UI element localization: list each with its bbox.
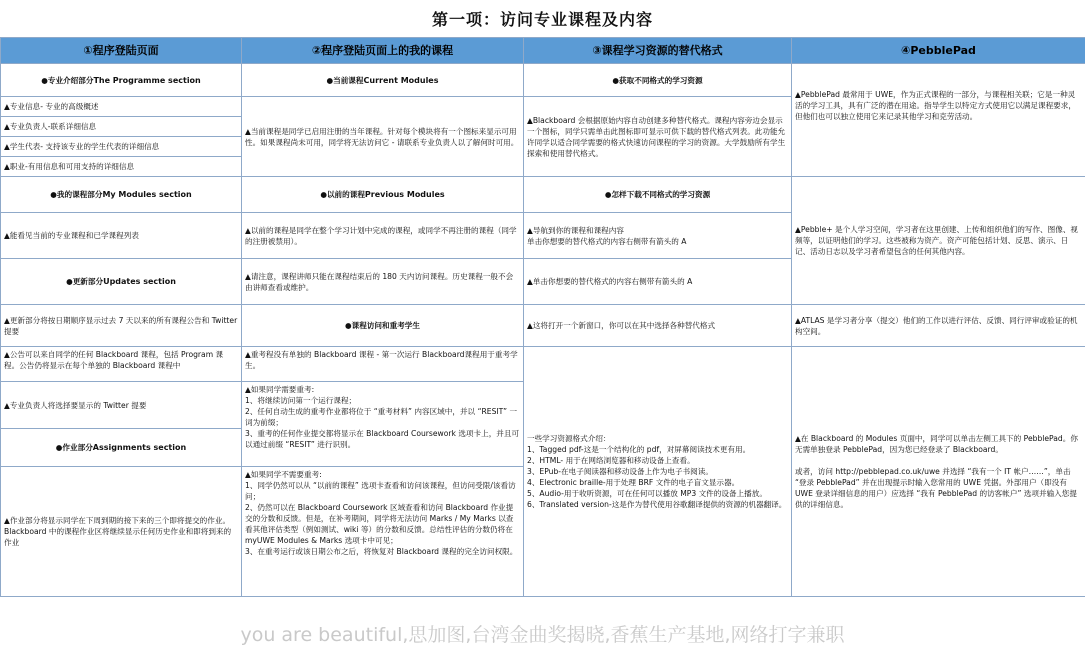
resit-required-text: ▲如果同学需要重考: 1、将继续访问第一个运行课程； 2、任何自动生成的重考作业都将位于 “重考材料” 内容区域中，并以 “RESIT” 一词为前缀； 3、重考的任何作业提交都将显示在 Blackboard Coursework 选项卡上，并且可以通过前缀 “RESIT” 进行识别。 <box>242 382 524 467</box>
atlas-text: ▲ATLAS 是学习者分享（提交）他们的工作以进行评估、反馈、同行评审或验证的机构空间。 <box>792 305 1085 347</box>
download-formats-heading: ●怎样下载不同格式的学习资源 <box>524 177 792 213</box>
page-title: 第一项：访问专业课程及内容 <box>431 9 653 29</box>
student-rep-item: ▲学生代表- 支持该专业的学生代表的详细信息 <box>1 137 242 157</box>
programme-leader-item: ▲专业负责人-联系详细信息 <box>1 117 242 137</box>
previous-modules-heading: ●以前的课程Previous Modules <box>242 177 524 213</box>
pebblepad-access-text: ▲在 Blackboard 的 Modules 页面中，同学可以单击左侧工具下的 PebblePad。你无需单独登录 PebblePad，因为您已经登录了 Blackboard。 或者，访问 http://pebblepad.co.uk/uwe 并选择 “我有一个 IT 帐户……”，单击 “登录 PebblePad” 并在出现提示时输入您常用的 UWE 凭据。外部用户（即没有 UWE 登录详细信息的用户）应选择 “我有 PebblePad 的访客帐户” 选项并输入您提供的详细信息。 <box>792 347 1085 597</box>
resit-course-text: ▲重考程没有单独的 Blackboard 课程 - 第一次运行 Blackboard课程用于重考学生。 <box>242 347 524 382</box>
column-header-3: ③课程学习资源的替代格式 <box>524 38 792 64</box>
alt-formats-text: ▲Blackboard 会根据原始内容自动创建多种替代格式。课程内容旁边会显示一个图标，同学只需单击此图标即可显示可供下载的替代格式列表。此功能允许同学以适合同学需要的格式快速访问课程的学习的资源。大学鼓励所有学生探索和使用替代格式。 <box>524 97 792 177</box>
my-modules-item: ▲能看见当前的专业课程和已学课程列表 <box>1 213 242 259</box>
download-step-1: ▲导航到你的课程和课程内容 单击你想要的替代格式的内容右侧带有箭头的 A <box>524 213 792 259</box>
resit-access-heading: ●课程访问和重考学生 <box>242 305 524 347</box>
watermark-text: you are beautiful,思加图,台湾金曲奖揭晓,香蕉生产基地,网络打字兼职 <box>240 624 845 646</box>
column-header-4: ④PebblePad <box>792 38 1085 64</box>
column-header-1: ①程序登陆页面 <box>1 38 242 64</box>
access-notice-text: ▲请注意，课程讲师只能在课程结束后的 180 天内访问课程。历史课程一般不会由讲师查看或维护。 <box>242 259 524 305</box>
assignments-item: ▲作业部分将显示同学在下周到期的接下来的三个即将提交的作业。Blackboard 中的课程作业区将继续显示任何历史作业和即将到来的作业 <box>1 467 242 597</box>
resit-not-required-text: ▲如果同学不需要重考: 1、同学仍然可以从 “以前的课程” 选项卡查看和访问该课程，但访问受限/该看访问； 2、仍然可以在 Blackboard Coursework 区域查看和访问 Blackboard 作业提交的分数和反馈。但是，在补考期间，同学将无法访问 Marks / My Marks 以查看其他评估类型（例如测试、wiki 等）的分数和反馈。总结性评估的分数仍将在 myUWE Modules & Marks 选项卡中可见； 3、在重考运行或该日期公布之后，将恢复对 Blackboard 课程的完全访问权限。 <box>242 467 524 597</box>
download-step-2: ▲单击你想要的替代格式的内容右侧带有箭头的 A <box>524 259 792 305</box>
column-header-2: ②程序登陆页面上的我的课程 <box>242 38 524 64</box>
get-formats-heading: ●获取不同格式的学习资源 <box>524 64 792 97</box>
current-modules-text: ▲当前课程是同学已启用注册的当年课程。针对每个模块将有一个图标来显示可用性。如果课程尚未可用，同学将无法访问它 - 请联系专业负责人以了解何时可用。 <box>242 97 524 177</box>
updates-item: ▲更新部分将按日期顺序显示过去 7 天以来的所有课程公告和 Twitter 提要 <box>1 305 242 347</box>
programme-info-item: ▲专业信息- 专业的高级概述 <box>1 97 242 117</box>
previous-modules-text: ▲以前的课程是同学在整个学习计划中完成的课程，或同学不再注册的课程（同学的注册被禁用）。 <box>242 213 524 259</box>
pebblepad-intro-text: ▲PebblePad 最常用于 UWE，作为正式课程的一部分，与课程相关联；它是一种灵活的学习工具，具有广泛的潜在用途。指导学生以特定方式使用它以满足课程要求，但他们也可以独立使用它来记录其他学习和克劳活动。 <box>792 64 1085 177</box>
assignments-heading: ●作业部分Assignments section <box>1 429 242 467</box>
current-modules-heading: ●当前课程Current Modules <box>242 64 524 97</box>
careers-item: ▲职业-有用信息和可用支持的详细信息 <box>1 157 242 177</box>
pebble-plus-text: ▲Pebble+ 是个人学习空间，学习者在这里创建、上传和组织他们的写作、图像、视频等，以证明他们的学习。这些被称为资产。资产可能包括计划、反思、演示、日记、活动日志以及学习者希望包含的任何其他内容。 <box>792 177 1085 305</box>
content-table <box>0 37 1085 597</box>
twitter-feed-item: ▲专业负责人将选择要显示的 Twitter 提要 <box>1 382 242 429</box>
programme-section-heading: ●专业介绍部分The Programme section <box>1 64 242 97</box>
my-modules-heading: ●我的课程部分My Modules section <box>1 177 242 213</box>
announcements-item: ▲公告可以来自同学的任何 Blackboard 课程，包括 Program 课程。公告仍将显示在每个单独的 Blackboard 课程中 <box>1 347 242 382</box>
format-list-text: 一些学习资源格式介绍： 1、Tagged pdf-这是一个结构化的 pdf，对屏幕阅读技术更有用。 2、HTML- 用于在网络浏览器和移动设备上查看。 3、EPub-在电子阅读器和移动设备上作为电子书阅读。 4、Electronic braille-用于处理 BRF 文件的电子盲文显示器。 5、Audio-用于收听资源，可在任何可以播放 MP3 文件的设备上播放。 6、Translated version-这是作为替代使用谷歌翻译提供的资源的机器翻译。 <box>524 347 792 597</box>
updates-heading: ●更新部分Updates section <box>1 259 242 305</box>
download-step-3: ▲这将打开一个新窗口，你可以在其中选择各种替代格式 <box>524 305 792 347</box>
